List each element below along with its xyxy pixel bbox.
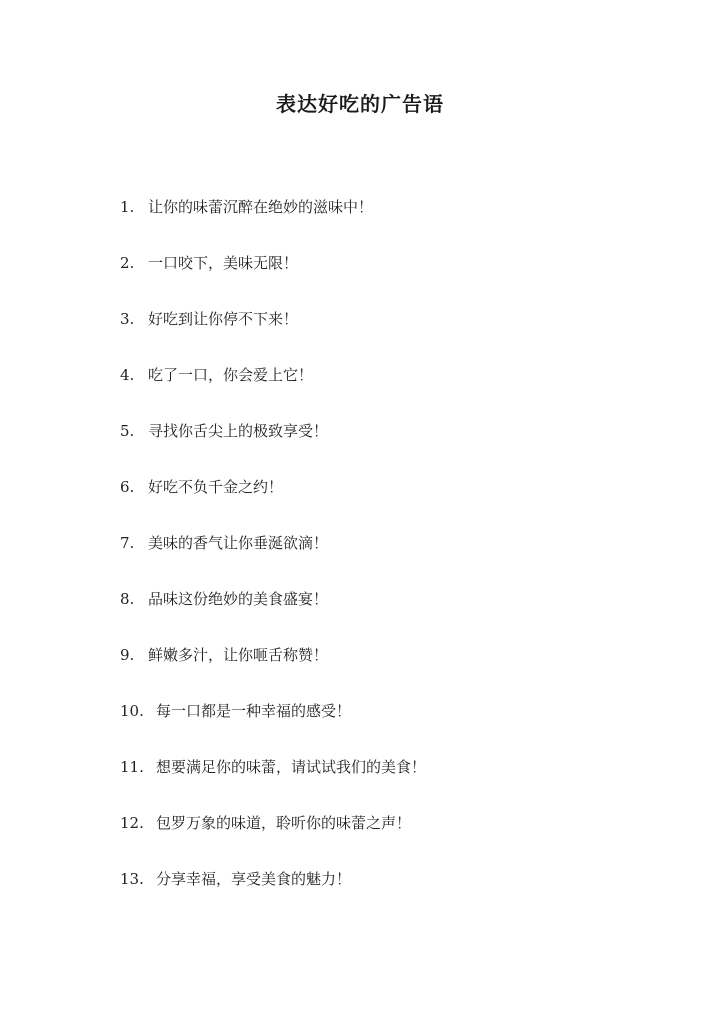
list-item	[120, 308, 426, 364]
item-number: 2.	[120, 254, 135, 272]
list-item	[120, 588, 426, 644]
item-text: 好吃到让你停不下来！	[148, 310, 299, 328]
item-text: 美味的香气让你垂涎欲滴！	[148, 534, 329, 552]
item-text: 包罗万象的味道，聆听你的味蕾之声！	[156, 814, 412, 832]
list-item	[120, 420, 426, 476]
item-number: 1.	[120, 198, 135, 216]
item-text: 想要满足你的味蕾，请试试我们的美食！	[156, 758, 427, 776]
item-text: 品味这份绝妙的美食盛宴！	[148, 590, 329, 608]
item-text: 鲜嫩多汁，让你咂舌称赞！	[148, 646, 329, 664]
list-item	[120, 476, 426, 532]
item-number: 4.	[120, 366, 135, 384]
item-text: 寻找你舌尖上的极致享受！	[148, 422, 329, 440]
item-number: 3.	[120, 310, 135, 328]
item-text: 一口咬下，美味无限！	[148, 254, 299, 272]
document-title: 表达好吃的广告语	[276, 92, 444, 116]
item-text: 吃了一口，你会爱上它！	[148, 366, 314, 384]
item-text: 好吃不负千金之约！	[148, 478, 284, 496]
item-text: 让你的味蕾沉醉在绝妙的滋味中！	[148, 198, 374, 216]
slogan-list	[120, 196, 426, 924]
item-number: 11.	[120, 758, 144, 776]
list-item	[120, 756, 426, 812]
list-item	[120, 252, 426, 308]
item-number: 5.	[120, 422, 135, 440]
item-number: 13.	[120, 870, 144, 888]
item-number: 7.	[120, 534, 135, 552]
item-text: 分享幸福，享受美食的魅力！	[156, 870, 352, 888]
list-item	[120, 364, 426, 420]
item-number: 10.	[120, 702, 144, 720]
item-text: 每一口都是一种幸福的感受！	[156, 702, 352, 720]
list-item	[120, 700, 426, 756]
list-item	[120, 812, 426, 868]
item-number: 12.	[120, 814, 144, 832]
item-number: 8.	[120, 590, 135, 608]
item-number: 9.	[120, 646, 135, 664]
list-item	[120, 196, 426, 252]
list-item	[120, 532, 426, 588]
list-item	[120, 644, 426, 700]
list-item	[120, 868, 426, 924]
item-number: 6.	[120, 478, 135, 496]
